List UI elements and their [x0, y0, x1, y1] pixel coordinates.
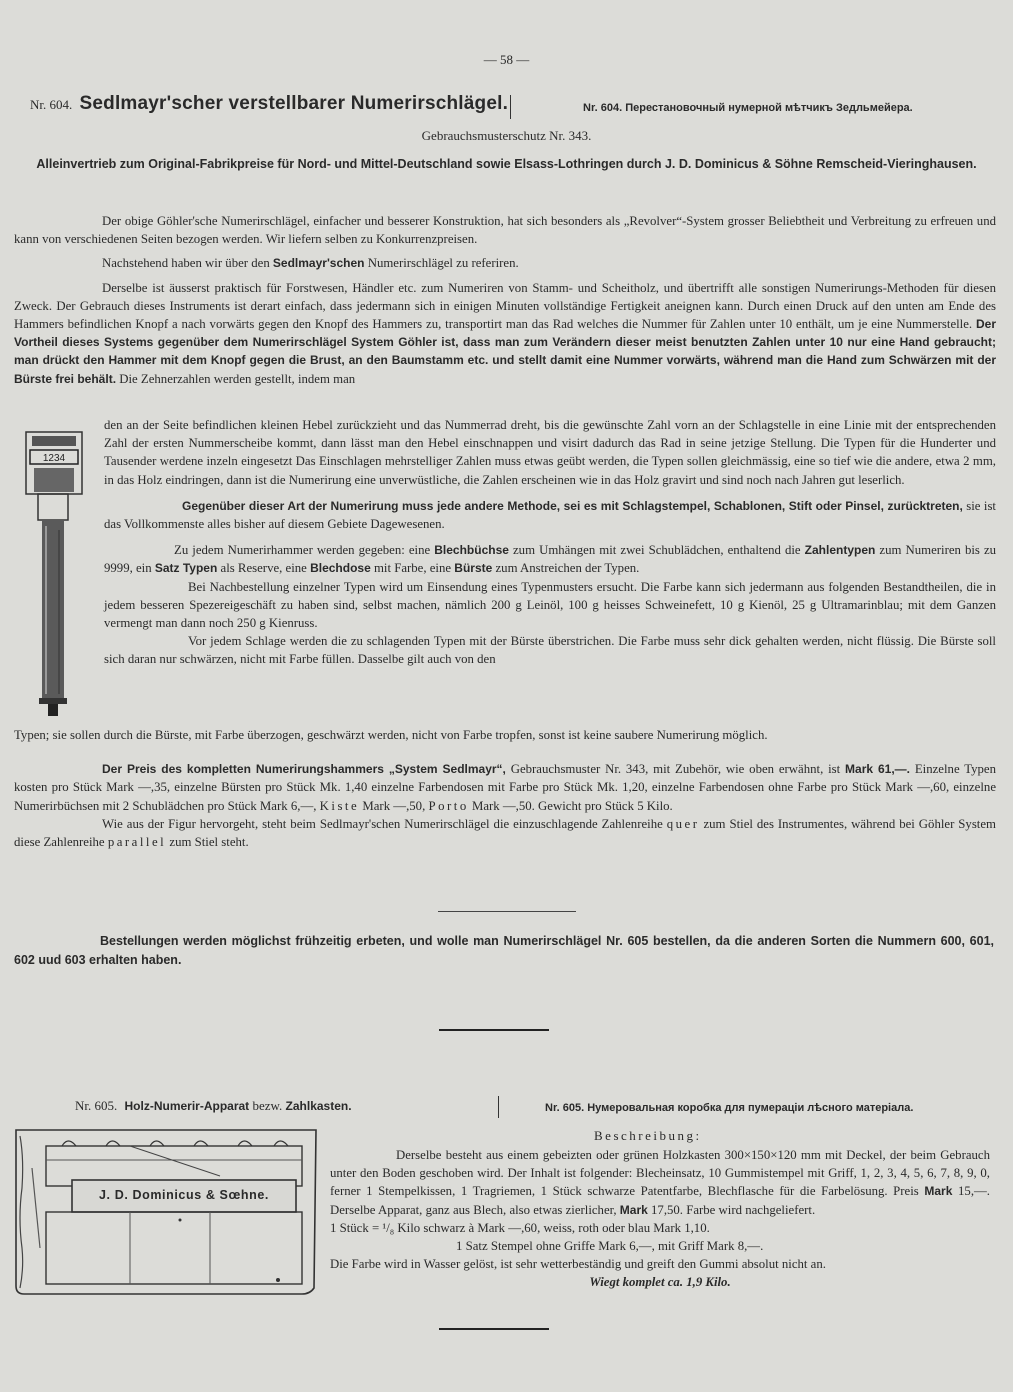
paragraph-goehler: Der obige Göhler'sche Numerirschlägel, einfacher und besserer Konstruktion, hat sich besonders als „Revolver“-System grosser Beliebtheit und Verbreitung zu erfreuen und kann von verschiedenen Seiten bezogen werden. Wir liefern selben zu Konkurrenzpreisen.: [14, 214, 996, 247]
nr605-header-divider: [498, 1096, 499, 1118]
paragraph-typen: Typen; sie sollen durch die Bürste, mit Farbe überzogen, geschwärzt werden, nicht von Farbe tropfen, sonst ist keine saubere Numerirung möglich.: [14, 728, 768, 742]
nr604-russian-title: Nr. 604. Перестановочный нумерной мѣтчикъ Зедльмейера.: [583, 102, 913, 114]
nr605-header: Nr. 605. Holz-Numerir-Apparat bezw. Zahlkasten.: [75, 1098, 352, 1113]
zahlkasten-illustration-icon: [10, 1128, 330, 1300]
box-label: J. D. Dominicus & Sœhne.: [99, 1188, 269, 1202]
paragraph-zubehoer: Zu jedem Numerirhammer werden gegeben: eine Blechbüchse zum Umhängen mit zwei Schublädchen, enthaltend die Zahlentypen zum Numeriren bis zu 9999, ein Satz Typen als Reserve, eine Blechdose mit Farbe, eine Bürste zum Anstreichen der Typen.: [104, 543, 997, 576]
nr604-body-bottom: [14, 726, 996, 851]
paragraph-preis: Der Preis des kompletten Numerirungshammers „System Sedlmayr“, Gebrauchsmuster Nr. 343, mit Zubehör, wie oben erwähnt, ist Mark 61,—. Einzelne Typen kosten pro Stück Mark —,35, einzelne Bürsten pro Stück Mk. 1,40 einzelne Farbendosen mit Farbe pro Stück Mk. 1,20, einzelne Farbendosen ohne Farbe pro Stück Mark —,60, einzelne Numerirbüchsen mit 2 Schublädchen pro Stück Mark 6,—, Kiste Mark —,50, Porto Mark —,50. Gewicht pro Stück 5 Kilo.: [14, 762, 997, 813]
short-divider: [438, 911, 576, 912]
nr605-body: [330, 1146, 990, 1292]
nr605-number: Nr. 605.: [75, 1098, 118, 1113]
paragraph-nachbestellung: Bei Nachbestellung einzelner Typen wird um Einsendung eines Typenmusters ersucht. Die Farbe kann sich jedermann aus folgenden Bestandtheilen, die in jedem besseren Spezereigeschäft zu haben sind, selbst machen, nämlich 200 g Leinöl, 100 g heisses Schweinefett, 10 g Kienöl, 25 g Ultramarinblau; mit dem Ganzen vermengt man dann noch 250 g Kienruss.: [104, 579, 996, 631]
nr604-body-figure: [104, 416, 996, 669]
svg-text:1234: 1234: [42, 453, 66, 464]
header-divider: [510, 95, 511, 119]
paragraph-wasser: Die Farbe wird in Wasser gelöst, ist sehr wetterbeständig und greift den Gummi absolut nicht an.: [330, 1257, 826, 1272]
beschreibung-heading: Beschreibung:: [594, 1128, 702, 1143]
footer-divider: [439, 1328, 549, 1330]
paragraph-stempel: 1 Satz Stempel ohne Griffe Mark 6,—, mit Griff Mark 8,—.: [456, 1239, 764, 1254]
weight-note: Wiegt komplet ca. 1,9 Kilo.: [589, 1275, 731, 1290]
paragraph-schlage: Vor jedem Schlage werden die zu schlagenden Typen mit der Bürste überstrichen. Die Farbe muss sehr dick gehalten werden, nicht flüssig. Die Bürste soll sich daran nur schwärzen, nicht mit Farbe füllen. Dasselbe gilt auch von den: [104, 634, 996, 667]
numerirschlaegel-illustration-icon: [18, 426, 108, 718]
paragraph-praktisch: Derselbe ist äusserst praktisch für Forstwesen, Händler etc. zum Numeriren von Stamm- und Scheitholz, und übertrifft alle sonstigen Numerirungs-Methoden für diesen Zweck. Der Gebrauch dieses Instruments ist derart einfach, dass jedermann sich in einigen Minuten vollständige Fertigkeit aneignen kann. Durch einen Druck auf den unten am Ende des Hammers befindlichen Knopf a nach vorwärts gegen den Knopf des Hammers zu, transportirt man das Rad welches die Nummer für Zahlen unter 10 enthält, um je eine Nummerstelle. Der Vortheil dieses Systems gegenüber dem Numerirschlägel System Göhler ist, dass man zum Verändern dieser meist benutzten Zahlen unter 10 nur eine Hand gebraucht; man drückt den Hammer mit dem Knopf gegen die Brust, an den Baumstamm etc. und stellt damit eine Nummer vorwärts, während man die Hand zum Schwärzen mit der Bürste frei behält. Die Zehnerzahlen werden gestellt, indem man: [14, 280, 997, 386]
nr605-russian-title: Nr. 605. Нумеровальная коробка для пумераціи лѣсного матеріала.: [545, 1102, 914, 1114]
bestellungen-notice: Bestellungen werden möglichst frühzeitig erbeten, und wolle man Numerirschlägel Nr. 605 bestellen, da die anderen Sorten die Nummern 600, 601, 602 uud 603 erhalten haben.: [14, 934, 994, 967]
nr604-title: Sedlmayr'scher verstellbarer Numerirschlägel.: [79, 93, 509, 114]
nr604-body-top: [14, 212, 996, 388]
section-divider: [439, 1029, 549, 1031]
paragraph-zehnerzahlen: den an der Seite befindlichen kleinen Hebel zurückzieht und das Nummerrad dreht, bis die gewünschte Zahl vorn an der Schlagstelle in eine Linie mit der entsprechenden Zahl der ersten Nummerscheibe kommt, dann lässt man den Hebel einschnappen und visirt dadurch das Rad in seine jetzige Stellung. Die Typen für die Hunderter und Tausender werdene inzeln eingesetzt Das Einschlagen mehrstelliger Zahlen muss etwas geübt werden, die Typen sollen gleichmässig, eine so tief wie die andere, etwa 2 mm, in das Holz eindringen, dann ist die Numerirung eine unverwüstliche, die Zahlen erscheinen wie in das Holz gravirt und sind noch nach Jahren gut leserlich.: [104, 418, 996, 487]
paragraph-figur: Wie aus der Figur hervorgeht, steht beim Sedlmayr'schen Numerirschlägel die einzuschlagende Zahlenreihe quer zum Stiel des Instrumentes, während bei Göhler System diese Zahlenreihe parallel zum Stiel steht.: [14, 816, 996, 850]
paragraph-holzkasten: Derselbe besteht aus einem gebeizten oder grünen Holzkasten 300×150×120 mm mit Deckel, der beim Gebrauch unter den Boden geschoben wird. Der Inhalt ist folgender: Blecheinsatz, 10 Gummistempel mit Griff, 1, 2, 3, 4, 5, 6, 7, 8, 9, 0, ferner 1 Stempelkissen, 1 Tragriemen, 1 Stück schwarze Patentfarbe, Blechflasche für die Farbelösung. Preis Mark 15,—. Derselbe Apparat, ganz aus Blech, also etwas zierlicher, Mark 17,50. Farbe wird nachgeliefert.: [330, 1148, 991, 1217]
paragraph-referiren: Nachstehend haben wir über den Sedlmayr'schen Numerirschlägel zu referiren.: [102, 256, 519, 271]
nr604-subtitle: Gebrauchsmusterschutz Nr. 343.: [421, 128, 592, 143]
page-number: — 58 —: [483, 52, 530, 67]
nr605-title: Holz-Numerir-Apparat: [124, 1099, 250, 1113]
paragraph-gegenueber: Gegenüber dieser Art der Numerirung muss jede andere Methode, sei es mit Schlagstempel, Schablonen, Stift oder Pinsel, zurücktreten, sie ist das Vollkommenste alles bisher auf diesem Gebiete Dagewesenen.: [104, 498, 996, 532]
paragraph-farbe-preis: 1 Stück = ¹/₈ Kilo schwarz à Mark —,60, weiss, roth oder blau Mark 1,10.: [330, 1220, 710, 1235]
alleinvertrieb-notice: Alleinvertrieb zum Original-Fabrikpreise für Nord- und Mittel-Deutschland sowie Elsass-Lothringen durch J. D. Dominicus & Söhne Remscheid-Vieringhausen.: [36, 157, 977, 171]
nr604-header: [30, 93, 990, 123]
nr604-number: Nr. 604.: [30, 97, 73, 112]
